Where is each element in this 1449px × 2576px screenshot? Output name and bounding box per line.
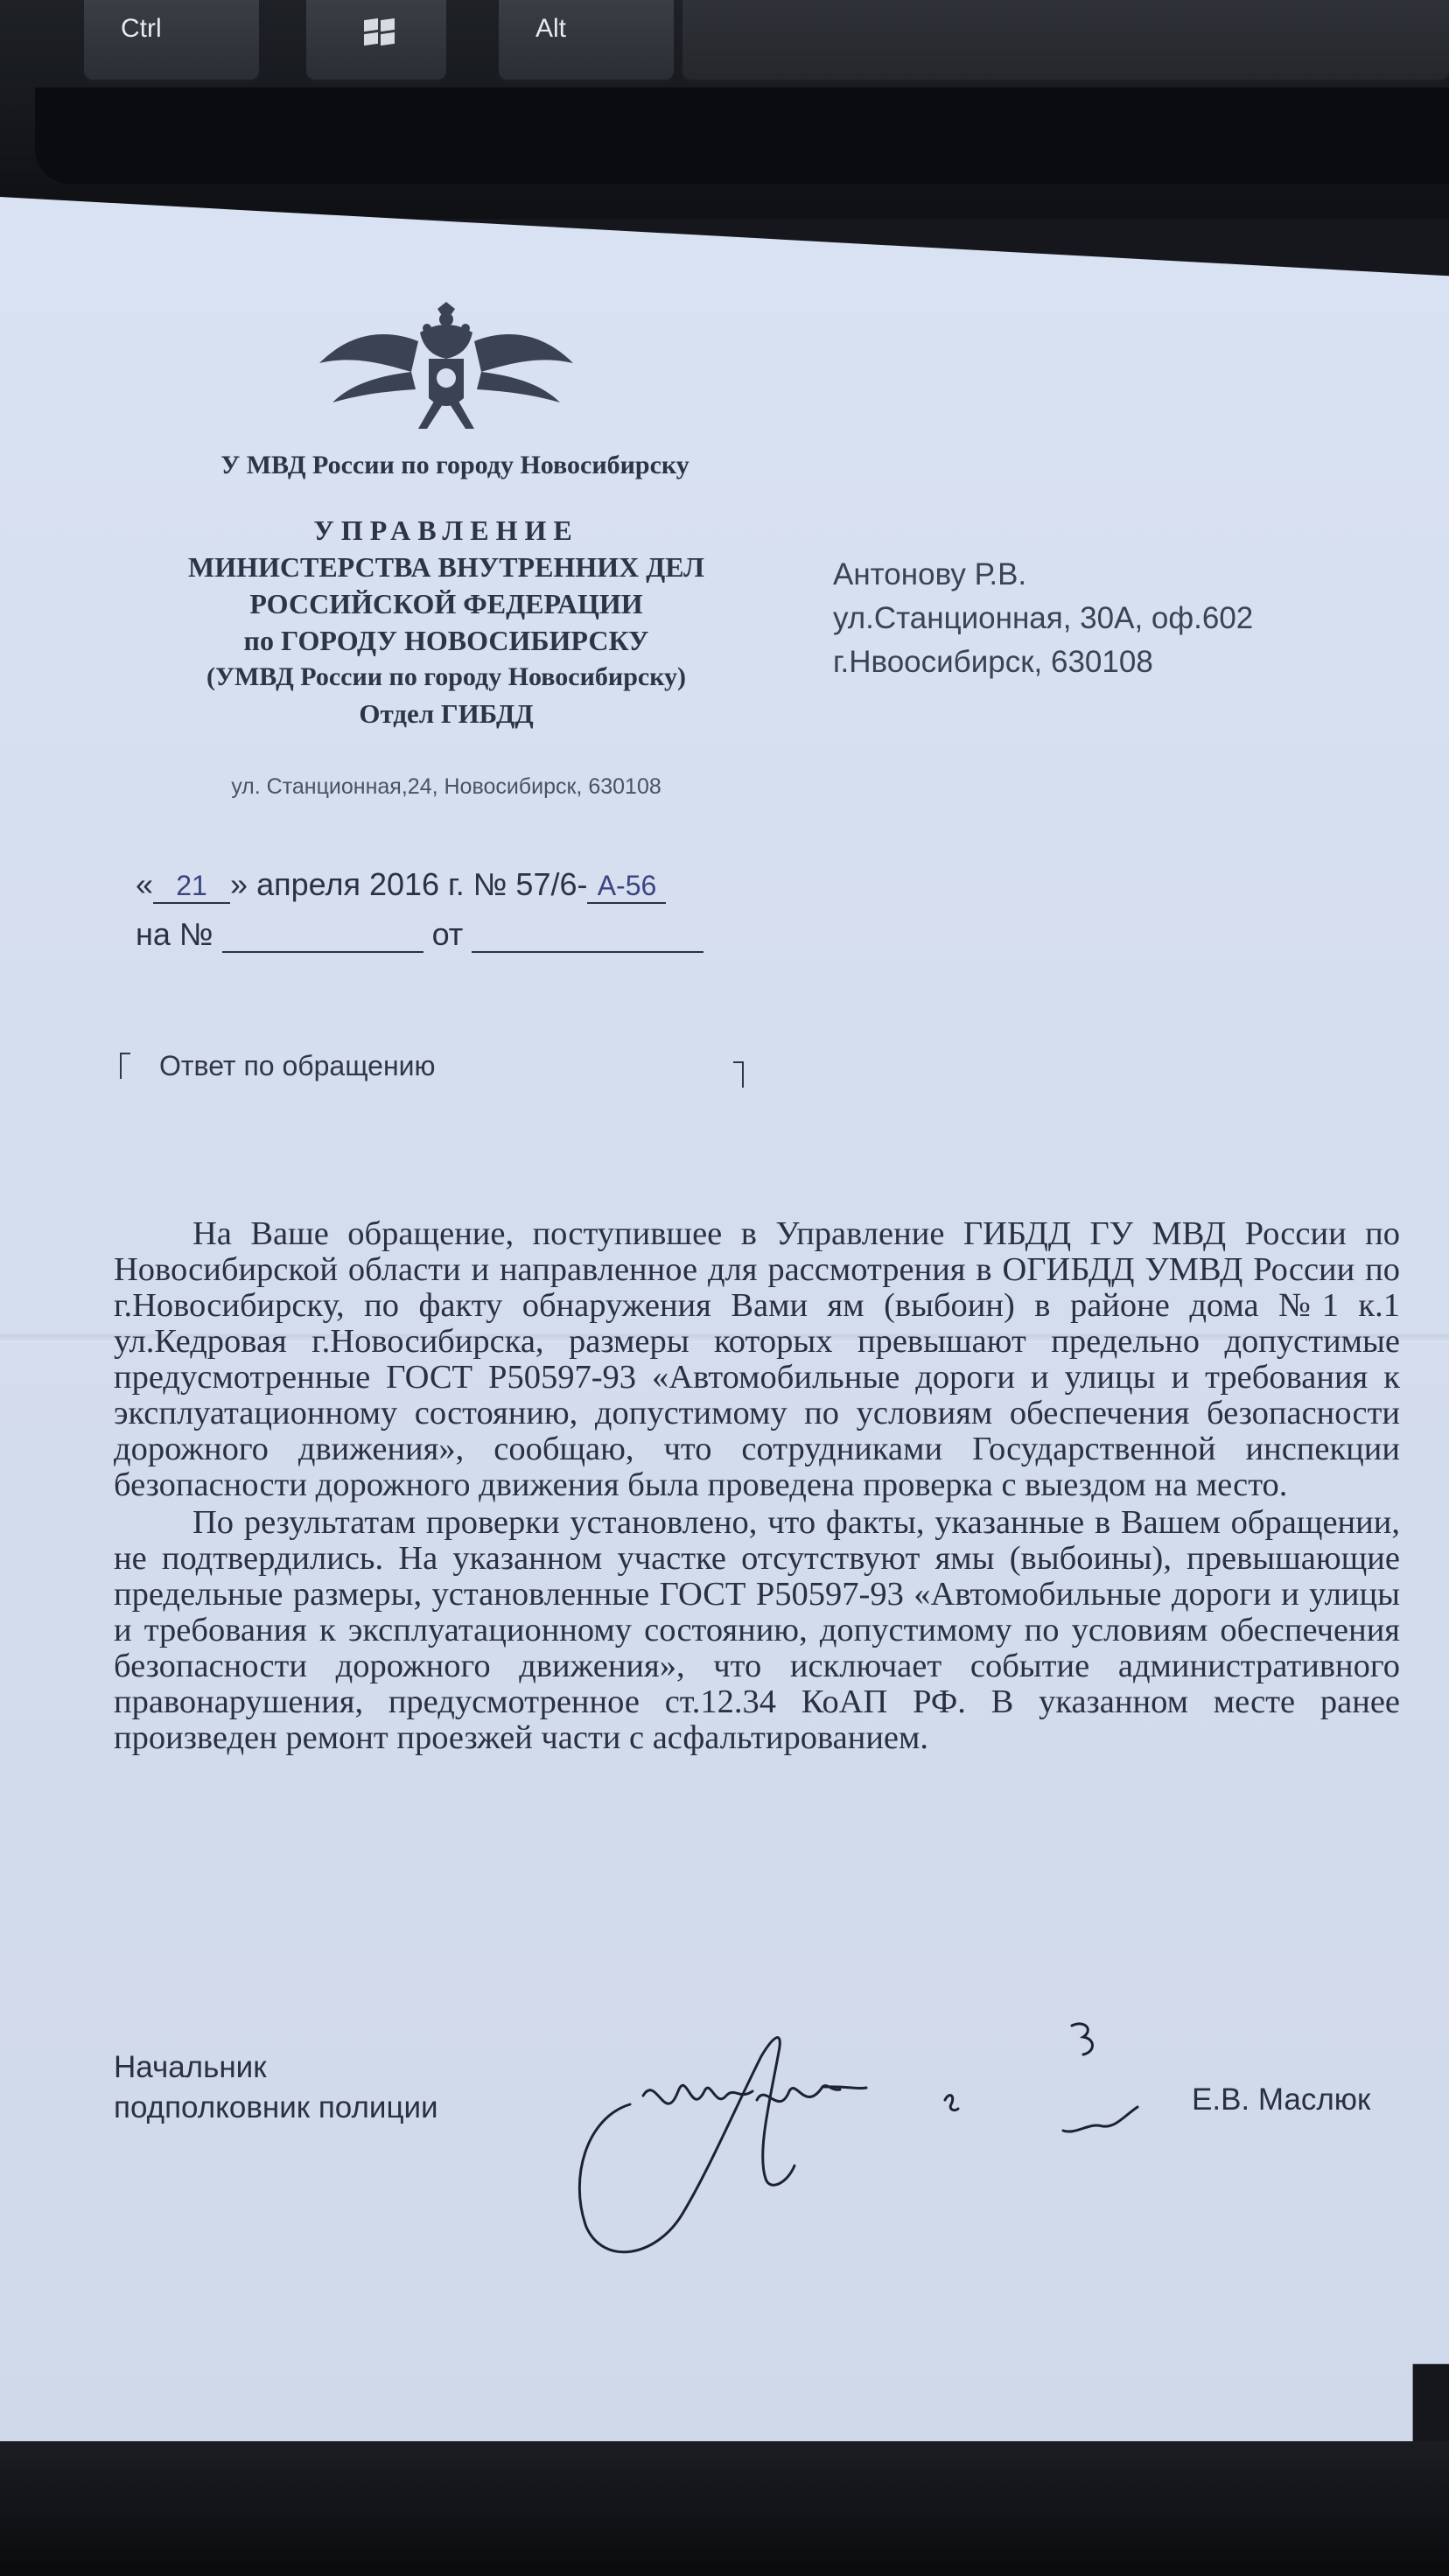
document-number-prefix: № 57/6- [472, 866, 588, 902]
letter-body [114, 1216, 1400, 1756]
subject-text: Ответ по обращению [159, 1050, 436, 1082]
recipient-block [833, 553, 1253, 684]
letterhead-address: ул. Станционная,24, Новосибирск, 630108 [231, 774, 662, 799]
windows-key [306, 0, 446, 83]
reference-line [136, 916, 704, 953]
spacebar-key [682, 0, 1449, 83]
document-number-handwritten: А-56 [587, 870, 666, 904]
recipient-city: г.Нвоосибирск, 630108 [833, 645, 1153, 679]
date-close-quote: » [230, 866, 248, 902]
letterhead-line: (УМВД России по городу Новосибирску) [206, 662, 687, 691]
letterhead-line: УПРАВЛЕНИЕ [313, 514, 579, 546]
reference-date-blank [472, 921, 704, 953]
recipient-street: ул.Станционная, 30А, оф.602 [833, 601, 1254, 635]
reference-from: от [431, 916, 464, 952]
subject-bracket-right [733, 1061, 744, 1088]
letterhead-line: МИНИСТЕРСТВА ВНУТРЕННИХ ДЕЛ [187, 551, 704, 583]
alt-key-label: Alt [536, 14, 567, 43]
letterhead-line: РОССИЙСКОЙ ФЕДЕРАЦИИ [249, 588, 643, 620]
letterhead-line: Отдел ГИБДД [359, 698, 534, 729]
handwritten-signature-icon [560, 2004, 1172, 2284]
letterhead-block [105, 512, 788, 732]
keyboard-edge [35, 88, 1449, 184]
desk-surface [0, 2441, 1449, 2576]
signatory-title [114, 2048, 438, 2128]
signatory-position: Начальник [114, 2050, 267, 2084]
date-day: 21 [153, 870, 230, 904]
ctrl-key-label: Ctrl [121, 14, 162, 43]
letterhead-short-title: У МВД России по городу Новосибирску [220, 451, 690, 480]
date-open-quote: « [136, 866, 154, 902]
subject-line [122, 1050, 436, 1082]
signatory-name: Е.В. Маслюк [1192, 2082, 1371, 2117]
reference-prefix: на № [136, 916, 214, 952]
date-month-year: апреля 2016 г. [256, 866, 465, 902]
signatory-rank: подполковник полиции [114, 2090, 438, 2124]
date-line [136, 866, 666, 904]
reference-number-blank [222, 921, 424, 953]
recipient-name: Антонову Р.В. [833, 557, 1027, 592]
body-paragraph: По результатам проверки установлено, что факты, указанные в Вашем обращении, не подтвердились. На указанном участке отсутствуют ямы (выбоины), превышающие предельные размеры, установленные ГОСТ Р50597-93 «Автомобильные дороги и улицы и требования к эксплуатационному состоянию, допустимому по условиям обеспечения безопасности дорожного движения», что исключает событие административного правонарушения, предусмотренное ст.12.34 КоАП РФ. В указанном месте ранее произведен ремонт проезжей части с асфальтированием. [114, 1504, 1400, 1756]
mvd-emblem-icon [315, 293, 578, 442]
body-paragraph: На Ваше обращение, поступившее в Управление ГИБДД ГУ МВД России по Новосибирской области и направленное для рассмотрения в ОГИБДД УМВД России по г.Новосибирску, по факту обнаружения Вами ям (выбоин) в районе дома №1 к.1 ул.Кедровая г.Новосибирска, размеры которых превышают предельно допустимые предусмотренные ГОСТ Р50597-93 «Автомобильные дороги и улицы и требования к эксплуатационному состоянию, допустимому по условиям обеспечения безопасности дорожного движения», сообщаю, что сотрудниками Государственной инспекции безопасности дорожного движения была проведена проверка с выездом на место. [114, 1215, 1400, 1503]
ctrl-key [84, 0, 259, 83]
alt-key [499, 0, 674, 83]
letterhead-line: по ГОРОДУ НОВОСИБИРСКУ [243, 625, 649, 656]
keyboard [0, 0, 1449, 219]
windows-logo-icon [364, 19, 396, 46]
